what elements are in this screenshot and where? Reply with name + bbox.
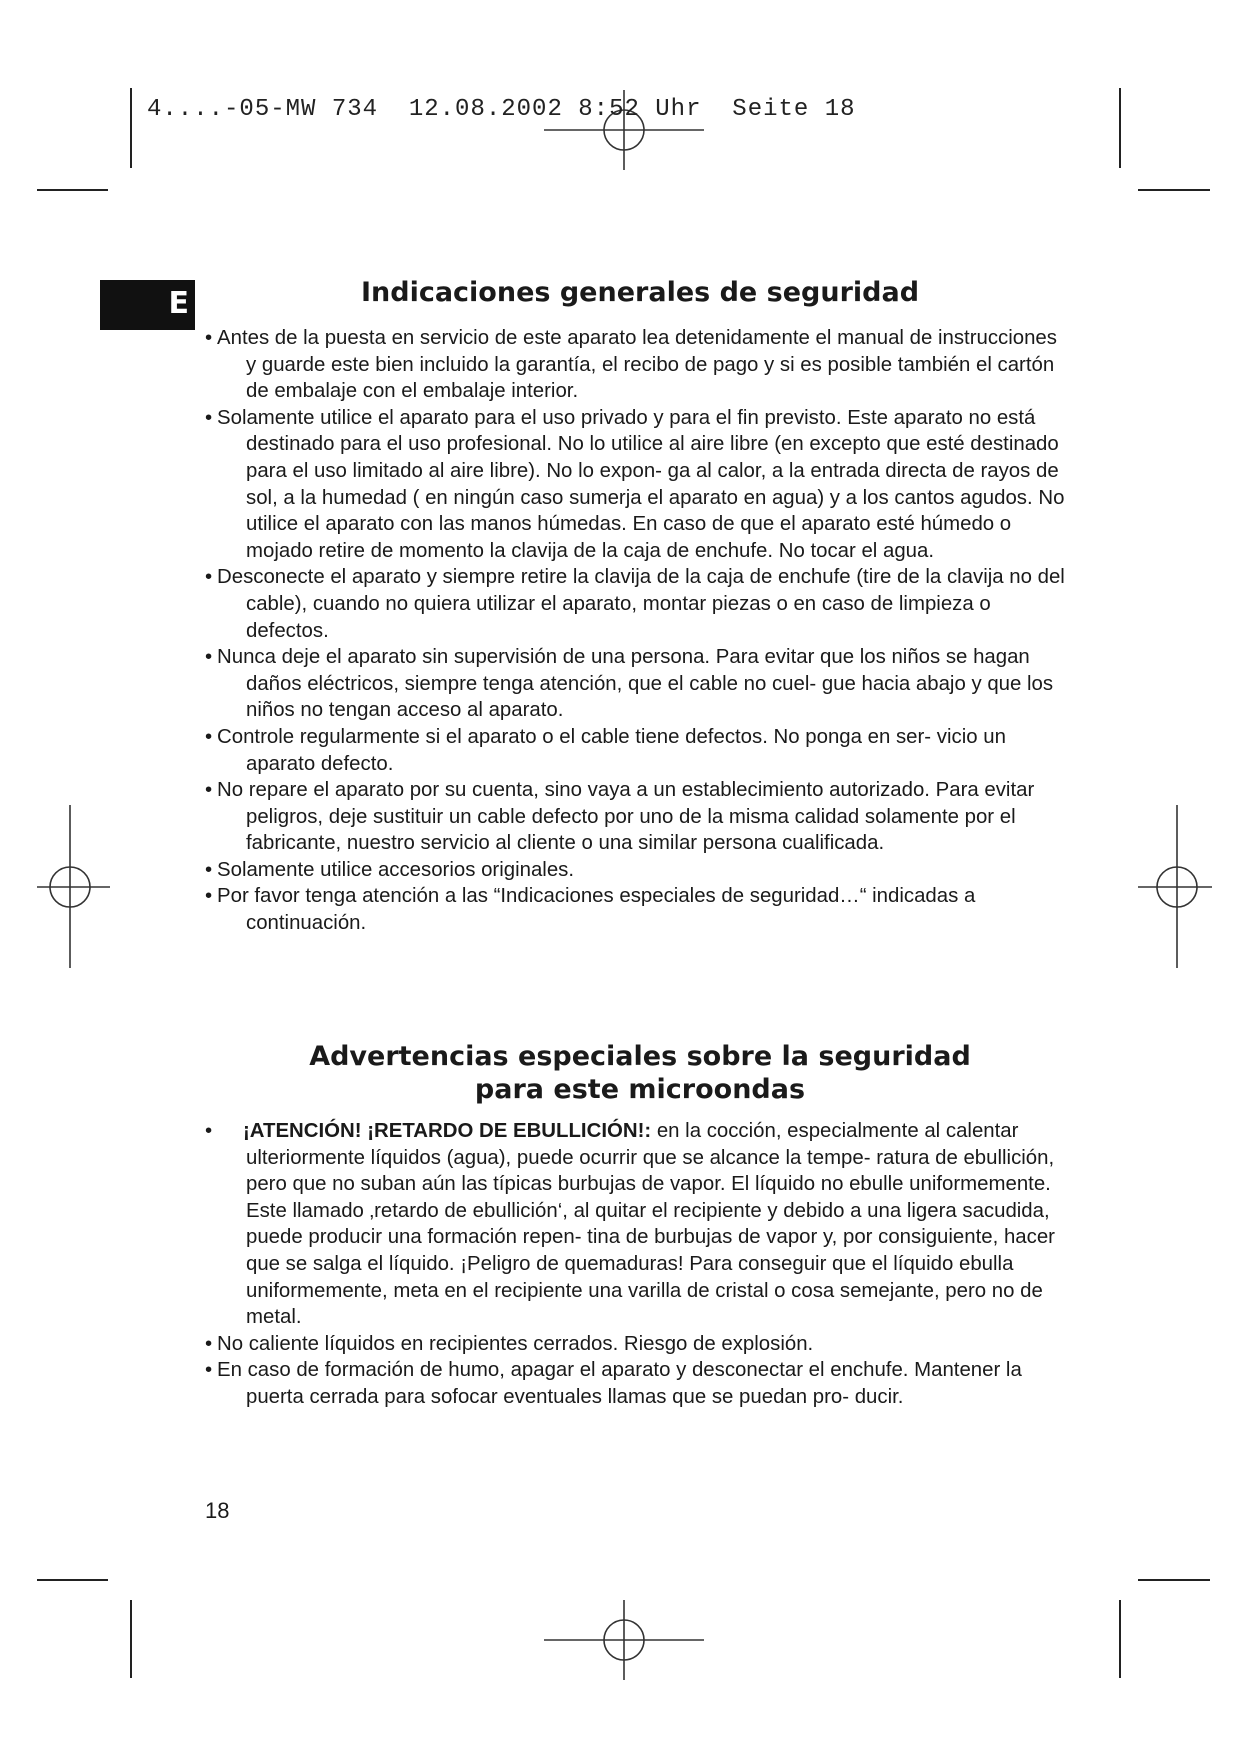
list-item: • Solamente utilice accesorios originales. (203, 857, 1068, 884)
bullet-icon: • (205, 779, 213, 802)
bullet-icon: • (205, 327, 213, 349)
bullet-icon: • (205, 646, 213, 669)
language-tab (100, 280, 195, 330)
bullet-icon: • (205, 725, 213, 748)
list-item: • No repare el aparato por su cuenta, sino vaya a un establecimiento autorizado. Para evitar peligros, deje sustituir un cable defecto por uno de la misma calidad solamente por el fabricante, nuestro servicio al cliente o una similar persona cualificada. (205, 779, 1035, 855)
bullet-icon: • (205, 1120, 213, 1142)
bullet-icon: • (205, 406, 213, 429)
general-safety-list (203, 325, 1068, 937)
bullet-icon: • (205, 1332, 213, 1355)
list-item: • Antes de la puesta en servicio de este aparato lea detenidamente el manual de instrucciones y guarde este bien incluido la garantía, el recibo de pago y si es posible también el cartón de embalaje con el embalaje interior. (205, 327, 1057, 403)
list-item: • No caliente líquidos en recipientes cerrados. Riesgo de explosión. (203, 1331, 1068, 1358)
page-number: 18 (205, 1498, 230, 1523)
section-title-line: Advertencias especiales sobre la seguridad (309, 1041, 971, 1072)
warning-label: ¡ATENCIÓN! ¡RETARDO DE EBULLICIÓN!: (243, 1120, 652, 1142)
section-title-microwave-warnings (200, 1040, 1080, 1106)
list-item: • En caso de formación de humo, apagar el aparato y desconectar el enchufe. Mantener la puerta cerrada para sofocar eventuales llamas que se puedan pro- ducir. (205, 1359, 1022, 1408)
bullet-icon: • (205, 1359, 213, 1382)
section-title-line: para este microondas (474, 1074, 806, 1105)
bullet-icon: • (205, 885, 213, 908)
microwave-warnings-list (203, 1118, 1068, 1411)
list-item: • Desconecte el aparato y siempre retire la clavija de la caja de enchufe (tire de la clavija no del cable), cuando no quiera utilizar el aparato, montar piezas o en caso de limpieza o defectos. (205, 566, 1065, 642)
list-item: • Solamente utilice el aparato para el uso privado y para el fin previsto. Este aparato no está destinado para el uso profesional. No lo utilice al aire libre (en excepto que esté destinado para el uso limitado al aire libre). No lo expon- ga al calor, a la entrada directa de rayos de sol, a la humedad ( en ningún caso sumerja el aparato en agua) y a los cantos agudos. No utilice el aparato con las manos húmedas. En caso de que el aparato esté húmedo o mojado retire de momento la clavija de la caja de enchufe. No tocar el agua. (205, 406, 1065, 562)
list-item: • Controle regularmente si el aparato o el cable tiene defectos. No ponga en ser- vicio un aparato defecto. (205, 725, 1006, 775)
warning-item: • ¡ATENCIÓN! ¡RETARDO DE EBULLICIÓN!: en la cocción, especialmente al calentar ulteriormente líquidos (agua), puede ocurrir que se alcance la tempe- ratura de ebullición, pero que no suban aún las típicas burbujas de vapor. El líquido no ebulle uniformemente. Este llamado ‚retardo de ebullición‘, al quitar el recipiente y debido a una ligera sacudida, puede producir una formación repen- tina de burbujas de vapor y, por consiguiente, hacer que se salga el líquido. ¡Peligro de quemaduras! Para conseguir que el líquido ebulla uniformemente, meta en el recipiente una varilla de cristal o cosa semejante, pero no de metal. (205, 1120, 1055, 1329)
section-title-general-safety: Indicaciones generales de seguridad (360, 277, 920, 308)
list-item: • Nunca deje el aparato sin supervisión de una persona. Para evitar que los niños se hagan daños eléctricos, siempre tenga atención, que el cable no cuel- gue hacia abajo y que los niños no tengan acceso al aparato. (205, 646, 1054, 722)
list-item: • Por favor tenga atención a las “Indicaciones especiales de seguridad…“ indicadas a continuación. (205, 885, 976, 935)
language-tab-label: E (168, 286, 189, 321)
print-slug: 4....-05-MW 734 12.08.2002 8:52 Uhr Seite 18 (147, 96, 856, 123)
bullet-icon: • (205, 566, 213, 589)
bullet-icon: • (205, 858, 213, 881)
